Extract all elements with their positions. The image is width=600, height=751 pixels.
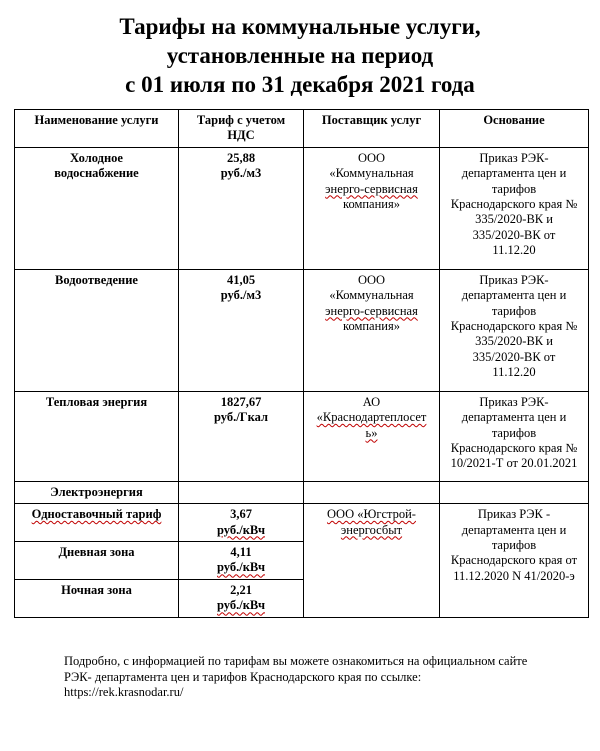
header-service: Наименование услуги — [15, 110, 179, 148]
tariff-value: 25,88 руб./м3 — [179, 147, 304, 269]
supplier: АО «Краснодартеплосет ь» — [304, 391, 440, 481]
title-line-2: установленные на период — [166, 43, 434, 68]
service-name: Дневная зона — [15, 542, 179, 580]
service-name: Тепловая энергия — [15, 391, 179, 481]
basis: Приказ РЭК- департамента цен и тарифов Краснодарского края № 10/2021-Т от 20.01.2021 — [440, 391, 589, 481]
header-basis: Основание — [440, 110, 589, 148]
service-name: Одноставочный тариф — [15, 504, 179, 542]
service-name: Холодное водоснабжение — [15, 147, 179, 269]
table-row-cold-water — [15, 147, 589, 269]
table-row-sewerage — [15, 269, 589, 391]
tariff-value: 1827,67 руб./Гкал — [179, 391, 304, 481]
supplier: ООО «Коммунальная энерго-сервисная компания» — [304, 147, 440, 269]
supplier: ООО «Югстрой- энергосбыт — [304, 504, 440, 617]
service-name: Водоотведение — [15, 269, 179, 391]
page-title — [0, 12, 600, 99]
tariffs-table — [14, 109, 589, 618]
footer-note — [64, 654, 584, 701]
tariff-value: 41,05 руб./м3 — [179, 269, 304, 391]
section-label: Электроэнергия — [15, 481, 179, 503]
title-line-1: Тарифы на коммунальные услуги, — [119, 14, 481, 39]
header-supplier: Поставщик услуг — [304, 110, 440, 148]
table-row-single-rate — [15, 504, 589, 542]
footer-link[interactable]: https://rek.krasnodar.ru/ — [64, 685, 184, 699]
header-tariff: Тариф с учетом НДС — [179, 110, 304, 148]
tariff-value: 4,11 руб./кВч — [179, 542, 304, 580]
supplier: ООО «Коммунальная энерго-сервисная компания» — [304, 269, 440, 391]
table-row-electricity-section — [15, 481, 589, 503]
basis: Приказ РЭК- департамента цен и тарифов Краснодарского края № 335/2020-ВК и 335/2020-ВК от 11.12.20 — [440, 269, 589, 391]
basis: Приказ РЭК- департамента цен и тарифов Краснодарского края № 335/2020-ВК и 335/2020-ВК от 11.12.20 — [440, 147, 589, 269]
footer-line-2: РЭК- департамента цен и тарифов Краснодарского края по ссылке: — [64, 669, 422, 684]
tariff-value: 3,67 руб./кВч — [179, 504, 304, 542]
title-line-3: с 01 июля по 31 декабря 2021 года — [125, 72, 475, 97]
basis: Приказ РЭК - департамента цен и тарифов Краснодарского края от 11.12.2020 N 41/2020-э — [440, 504, 589, 617]
table-header-row — [15, 110, 589, 148]
table-row-heat — [15, 391, 589, 481]
service-name: Ночная зона — [15, 579, 179, 617]
tariff-value: 2,21 руб./кВч — [179, 579, 304, 617]
footer-line-1: Подробно, с информацией по тарифам вы можете ознакомиться на официальном сайте — [64, 654, 528, 668]
